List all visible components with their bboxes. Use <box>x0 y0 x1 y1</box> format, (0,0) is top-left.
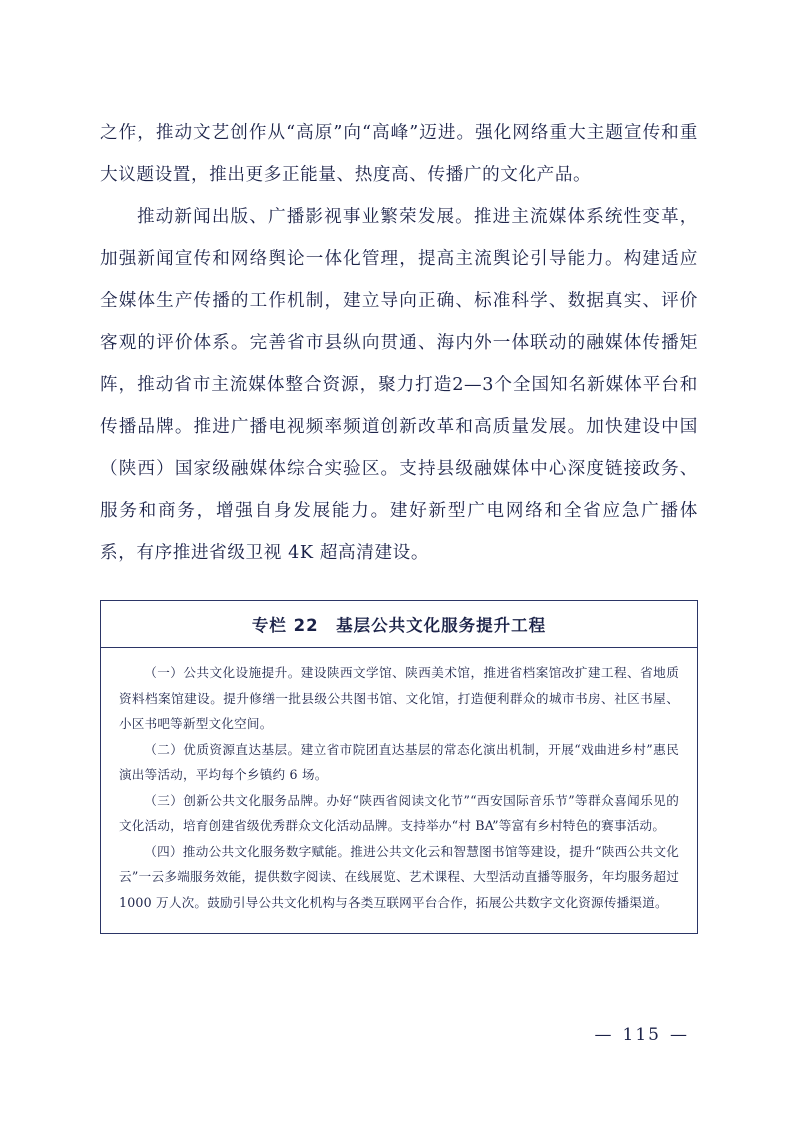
special-column-body <box>101 648 697 933</box>
special-column-title: 专栏 22 基层公共文化服务提升工程 <box>101 601 697 648</box>
footer-left-dash: — <box>594 1025 614 1045</box>
document-body <box>100 112 698 574</box>
special-column-box <box>100 600 698 934</box>
special-column-item: （三）创新公共文化服务品牌。办好“陕西省阅读文化节”“西安国际音乐节”等群众喜闻乐见的文化活动，培育创建省级优秀群众文化活动品牌。支持举办“村 BA”等富有乡村特色的赛事活动。 <box>119 792 679 833</box>
paragraph-media-development: 推动新闻出版、广播影视事业繁荣发展。推进主流媒体系统性变革，加强新闻宣传和网络舆论一体化管理，提高主流舆论引导能力。构建适应全媒体生产传播的工作机制，建立导向正确、标准科学、数据真实、评价客观的评价体系。完善省市县纵向贯通、海内外一体联动的融媒体传播矩阵，推动省市主流媒体整合资源，聚力打造2—3个全国知名新媒体平台和传播品牌。推进广播电视频率频道创新改革和高质量发展。加快建设中国（陕西）国家级融媒体综合实验区。支持县级融媒体中心深度链接政务、服务和商务，增强自身发展能力。建好新型广电网络和全省应急广播体系，有序推进省级卫视 4K 超高清建设。 <box>100 207 698 563</box>
page-footer <box>0 1025 794 1045</box>
special-column-item: （一）公共文化设施提升。建设陕西文学馆、陕西美术馆，推进省档案馆改扩建工程、省地质资料档案馆建设。提升修缮一批县级公共图书馆、文化馆，打造便利群众的城市书房、社区书屋、小区书吧等新型文化空间。 <box>119 665 679 731</box>
special-column-item: （二）优质资源直达基层。建立省市院团直达基层的常态化演出机制，开展“戏曲进乡村”惠民演出等活动，平均每个乡镇约 6 场。 <box>119 741 679 782</box>
special-column-item: （四）推动公共文化服务数字赋能。推进公共文化云和智慧图书馆等建设，提升“陕西公共文化云”一云多端服务效能，提供数字阅读、在线展览、艺术课程、大型活动直播等服务，年均服务超过 1000 万人次。鼓励引导公共文化机构与各类互联网平台合作，拓展公共数字文化资源传播渠道。 <box>119 843 679 910</box>
paragraph-continuation: 之作，推动文艺创作从“高原”向“高峰”迈进。强化网络重大主题宣传和重大议题设置，推出更多正能量、热度高、传播广的文化产品。 <box>100 123 698 185</box>
page-number: 115 <box>622 1025 661 1045</box>
footer-right-dash: — <box>670 1025 689 1045</box>
